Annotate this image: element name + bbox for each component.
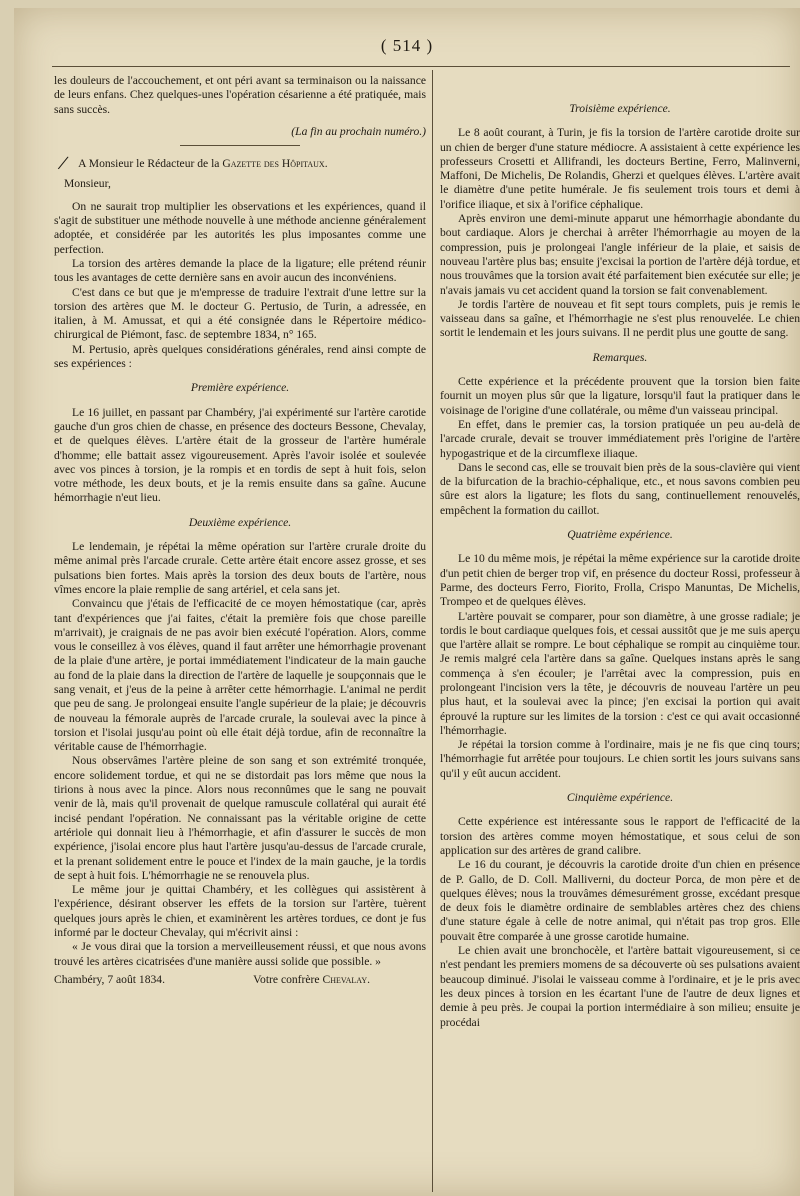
section-heading — [440, 791, 800, 805]
paragraph: Le 16 juillet, en passant par Chambéry, j'ai expérimenté sur l'artère carotide gauche d'un gros chien de chasse, en présence des docteurs Bessone, Chevalay, et de quelques élèves. L'artère était de la grosseur de l'artère humérale d'homme; elle battait assez vigoureusement. Après l'avoir isolée et soulevée avec vos pinces à torsion, je la rompis et en tordis de sept à huit fois, selon votre méthode, les deux bouts, et je la remis ensuite dans sa gaîne. Aucune hémorrhagie n'eut lieu. — [54, 405, 426, 505]
paragraph: « Je vous dirai que la torsion a merveilleusement réussi, et que nous avons trouvé les artères cicatrisées d'une manière aussi solide que possible. » — [54, 940, 426, 968]
paragraph: Le 16 du courant, je découvris la carotide droite d'un chien en présence de P. Gallo, de D. Coll. Malliverni, du docteur Porca, de mon père et de quelques élèves; nous la trouvâmes démesurément grosse, excédant presque de deux fois le diamètre ordinaire de semblables artères chez des chiens d'une stature égale à celle de notre animal, qui n'était pas trop gros. Elle pouvait être comparée à une grosse carotide humaine. — [440, 858, 800, 943]
address-paper: Gazette des Hôpitaux. — [222, 157, 328, 171]
section-heading — [54, 381, 426, 395]
signature-line — [54, 973, 426, 987]
column-divider — [432, 70, 433, 1192]
to-be-continued: (La fin au prochain numéro.) — [291, 124, 426, 138]
heading-text: Quatrième expérience. — [567, 528, 673, 542]
signature-place-date: Chambéry, 7 août 1834. — [54, 972, 165, 986]
letter-intro — [54, 200, 426, 372]
address-prefix: A Monsieur le Rédacteur de la — [78, 157, 220, 171]
section-heading — [440, 351, 800, 365]
section-heading — [440, 528, 800, 542]
paragraph: On ne saurait trop multiplier les observations et les expériences, quand il s'agit de substituer une méthode nouvelle à une méthode ancienne généralement adoptée, et considérée par les autorités les plus imposantes comme une perfection. — [54, 199, 426, 256]
heading-text: Troisième expérience. — [569, 102, 671, 115]
paragraph: Le 8 août courant, à Turin, je fis la torsion de l'artère carotide droite sur un chien de berger d'une stature médiocre. A assistaient à cette expérience les professeurs Crosetti et Allifrandi, les docteurs Bertine, Ferro, Malinverni, Maffoni, De Michelis, De Rolandis, Gherzi et quelques élèves. L'artère avait le diamètre d'une petite humérale. Je fis seulement trois tours et demi à l'orifice iliaque, et six à l'orifice céphalique. — [440, 126, 800, 211]
paragraph: Je tordis l'artère de nouveau et fit sept tours complets, puis je remis le vaisseau dans sa gaîne, et l'hémorrhagie ne s'est plus renouvelée. Le chien sortit le lendemain et les jours suivans. Il ne perdit plus une goutte de sang. — [440, 297, 800, 340]
salutation: Monsieur, — [64, 177, 111, 191]
heading-text: Première expérience. — [190, 381, 290, 395]
paragraph: Le chien avait une bronchocèle, et l'artère battait vigoureusement, si ce n'est pendant les premiers momens de sa découverte où ses pulsations avaient beaucoup diminué. J'isolai le vaisseau comme à l'ordinaire, et je le pris avec les deux pinces à torsion en les écartant l'une de l'autre de deux lignes et demie à peu près. Je coupai la portion intermédiaire à son milieu; ensuite je procédai — [440, 944, 800, 1029]
section-heading — [440, 102, 800, 116]
paragraph: Le lendemain, je répétai la même opération sur l'artère crurale droite du même animal près l'arcade crurale. Cette artère était encore assez grosse, et ses pulsations bien fortes. Mais après la torsion des deux bouts de l'artère, nous vîmes encore la plaie remplie de sang artériel, et cela sans jet. — [54, 540, 426, 596]
header-rule — [52, 66, 790, 67]
signature-prefix: Votre confrère — [253, 972, 320, 986]
paragraph: Je répétai la torsion comme à l'ordinaire, mais je ne fis que cinq tours; l'hémorrhagie fut arrêtée pour toujours. Le chien sortit les jours suivans sans qu'il y eût aucun accident. — [440, 738, 800, 780]
heading-text: Deuxième expérience. — [188, 515, 292, 529]
intro-text: les douleurs de l'accouchement, et ont péri avant sa terminaison ou la naissance de leurs enfans. Chez quelques-unes l'opération césarienne a été pratiquée, mais sans succès. — [54, 74, 426, 116]
paragraph: Convaincu que j'étais de l'efficacité de ce moyen hémostatique (car, après tant d'expériences que j'ai faites, c'était la première fois que chose pareille m'arrivait), je craignais de ne pas avoir bien exécuté l'opération. Alors, comme vous le conseillez à vos élèves, quand il faut arrêter une hémorrhagie provenant de la plaie d'une artère, je portai immédiatement l'indicateur de la main gauche au fond de la plaie dans la direction de l'artère de laquelle je soupçonnais que le sang venait, et j'eus de la peine à arrêter cette hémorrhagie. L'animal ne perdit que peu de sang. Je prolongeai ensuite l'angle supérieur de la plaie; je découvris de nouveau la fémorale auprès de l'arcade crurale, la soulevai avec la pince à torsion et l'isolai jusqu'au point où elle était déjà tordue, afin de reconnaître la véritable cause de l'hémorrhagie. — [54, 597, 426, 754]
signature-name: Chevalay. — [322, 972, 370, 986]
paragraph: Cette expérience et la précédente prouvent que la torsion bien faite fournit un moyen plus sûr que la ligature, lorsqu'il faut la pratiquer dans le voisinage de l'origine d'une collatérale, ou même d'un vaisseau principal. — [440, 375, 800, 417]
paragraph: En effet, dans le premier cas, la torsion pratiquée un peu au-delà de l'arcade crurale, devait se trouver immédiatement près l'origine de l'artère hypogastrique et de la circumflexe iliaque. — [440, 417, 800, 460]
paragraph: La torsion des artères demande la place de la ligature; elle prétend réunir tous les avantages de cette dernière sans en avoir aucun des inconvéniens. — [54, 256, 426, 285]
separator-rule — [180, 145, 300, 146]
left-column — [54, 74, 426, 1190]
signature — [253, 973, 426, 987]
paragraph: C'est dans ce but que je m'empresse de traduire l'extrait d'une lettre sur la torsion des artères que M. le docteur G. Pertusio, de Turin, a adressée, en italien, à M. Amussat, et qui a été consignée dans le Répertoire médico-chirurgical de Piémont, fasc. de septembre 1834, n° 165. — [54, 285, 426, 342]
slash-mark: / — [56, 149, 71, 176]
heading-text: Remarques. — [592, 350, 648, 364]
paragraph: Cette expérience est intéressante sous le rapport de l'efficacité de la torsion des artères comme moyen hémostatique, et sous celui de son application sur des artères de grand calibre. — [440, 815, 800, 857]
letter-address — [54, 149, 426, 176]
paragraph: Le 10 du même mois, je répétai la même expérience sur la carotide droite d'un petit chien de berger trop vif, en présence du docteur Rossi, professeur à Parme, des docteurs Ferro, Fiorito, Frolla, Crispo Manuntas, De Michelis, Trompeo et de quelques élèves. — [440, 552, 800, 609]
paragraph: Après environ une demi-minute apparut une hémorrhagie abondante du bout cardiaque. Alors je cherchai à arrêter l'hémorrhagie au moyen de la compression, puis je prolongeai l'angle inférieur de la plaie, et saisis de nouveau l'artère plus bas; ensuite j'excisai la portion de l'artère déjà tordue, et nous trouvâmes que la torsion avait été parfaitement bien exécutée sur elle; je n'avais jamais vu cet accident quand la torsion se fait convenablement. — [440, 212, 800, 297]
section-heading — [54, 516, 426, 530]
page-number: ( 514 ) — [380, 36, 434, 55]
right-column — [440, 74, 800, 1190]
paragraph: Le même jour je quittai Chambéry, et les collègues qui assistèrent à l'expérience, désirant observer les effets de la torsion sur l'artère, tuèrent quelques jours après le chien, et examinèrent les artères tordues, ce dont je fus informé par le docteur Chevalay, qui m'écrivit ainsi : — [54, 883, 426, 940]
paragraph: Dans le second cas, elle se trouvait bien près de la sous-clavière qui vient de la bifurcation de la brachio-céphalique, etc., et nous savons combien peu sûre est alors la ligature; les flots du sang, continuellement renouvelés, empêchent la formation du caillot. — [440, 460, 800, 517]
newspaper-page — [14, 8, 800, 1196]
heading-text: Cinquième expérience. — [566, 791, 674, 805]
paragraph: Nous observâmes l'artère pleine de son sang et son extrémité tronquée, encore solidement tordue, et qui ne se distordait pas lors même que nous la tirions à nous avec la pince. Alors nous reconnûmes que le sang ne pouvait venir de là, mais qu'il provenait de quelque ramuscule collatéral qui aurait été incisé pendant l'opération. Ne connaissant pas la véritable origine de cette artériole qui donnait lieu à l'hémorrhagie, et afin d'assurer le succès de mon expérience, j'isolai encore plus haut l'artère jusqu'au-dessus de l'arcade crurale, et la prenant solidement entre le pouce et l'index de la main gauche, je la tordis de sept à huit fois. L'hémorrhagie ne se renouvela plus. — [54, 754, 426, 882]
paragraph: M. Pertusio, après quelques considérations générales, rend ainsi compte de ses expériences : — [54, 342, 426, 371]
paragraph: L'artère pouvait se comparer, pour son diamètre, à une grosse radiale; je tordis le bout cardiaque quelques fois, et cessai aussitôt que je me suis aperçu que l'artère allait se rompre. Le bout céphalique se rompit au cinquième tour. Je remis malgré cela l'artère dans sa gaîne. Quelques instans après le sang commença à s'en écouler; je l'arrêtai avec la compression, puis en prolongeant l'incision vers la tête, je découvris de nouveau l'artère un peu plus haut, et la soulevai avec la pince; j'en excisai la portion qui avait éprouvé la rupture sur les limites de la torsion : c'est ce qui avait occasionné l'hémorrhagie. — [440, 609, 800, 737]
